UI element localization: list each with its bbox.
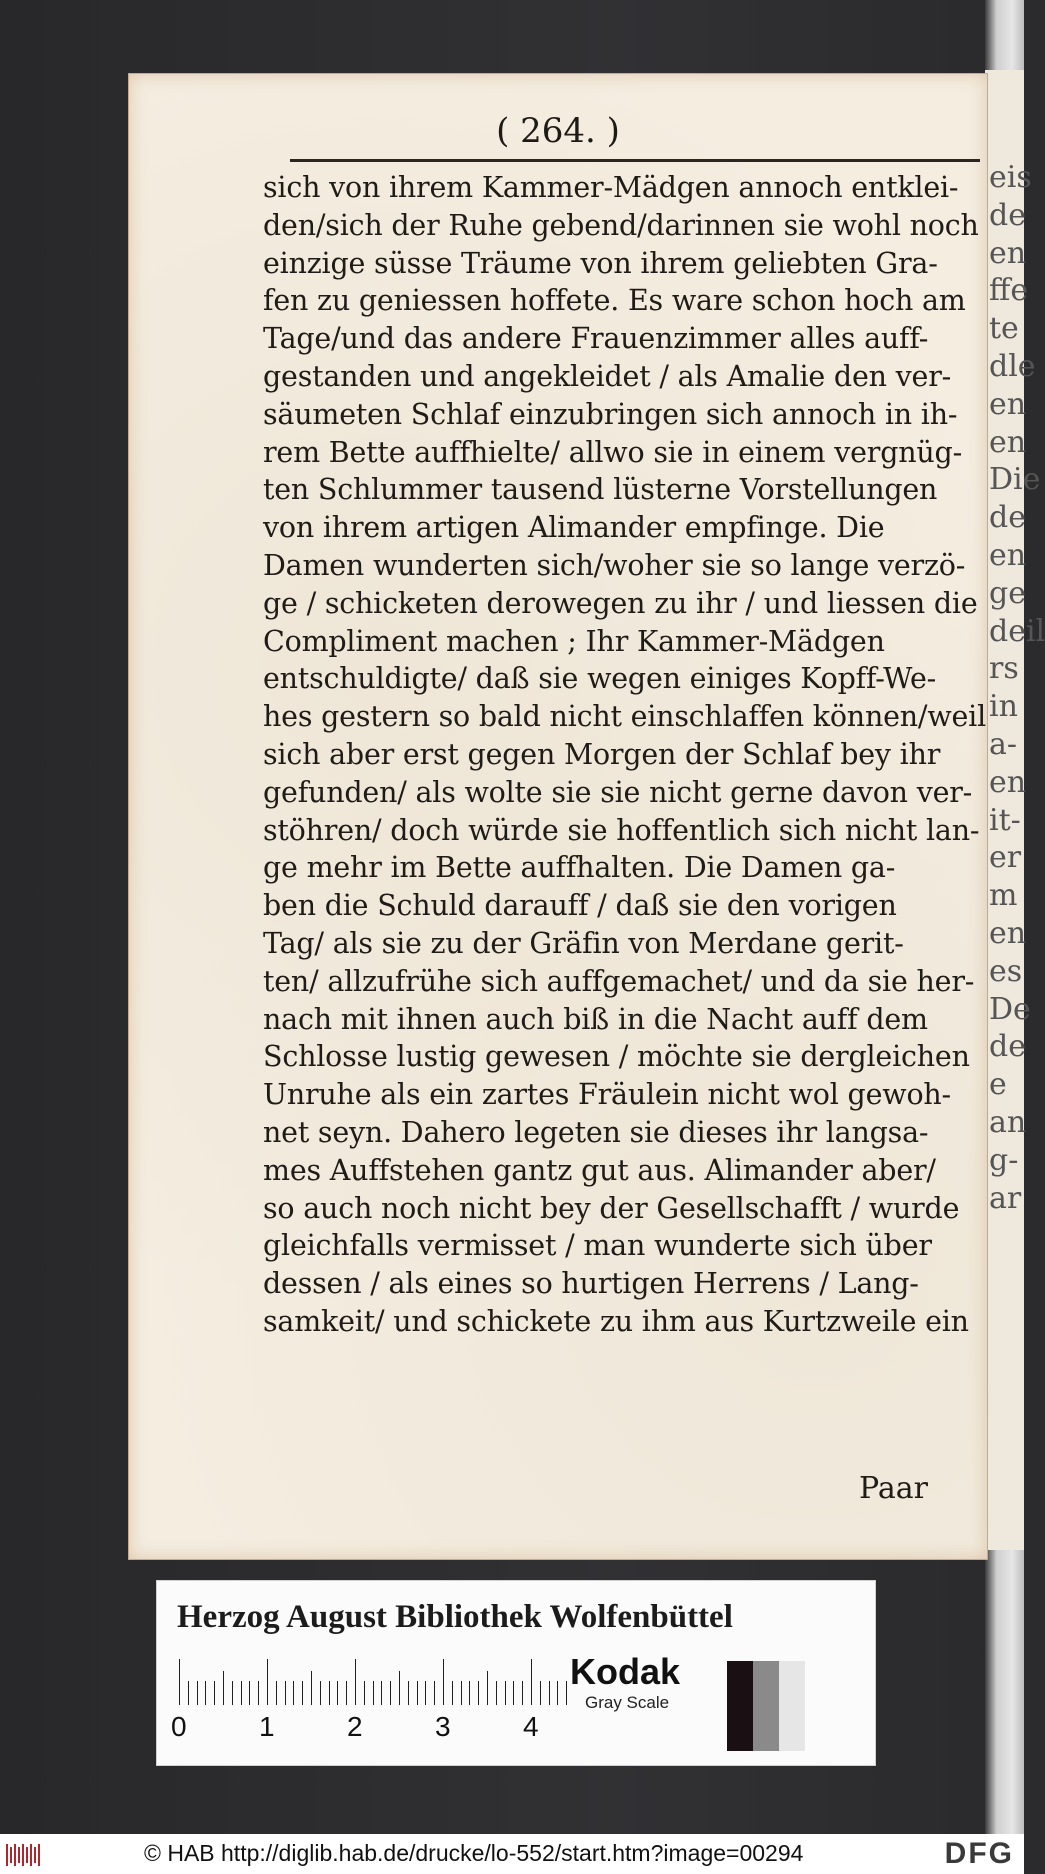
next-page-text-fragment: m [989,878,1018,914]
text-line: den/sich der Ruhe gebend/darinnen sie wohl noch [263,208,979,242]
ruler-tick [487,1671,488,1705]
ruler-tick [373,1681,374,1705]
color-calibration-card [156,1580,876,1766]
ruler-tick [205,1681,206,1705]
page-number: ( 264. ) [496,111,620,151]
text-line: rem Bette auffhielte/ allwo sie in einem vergnüg- [263,435,963,469]
ruler-tick [540,1681,541,1705]
ruler-number: 4 [523,1711,539,1742]
ruler-tick [223,1671,224,1705]
text-line: gleichfalls vermisset / man wunderte sich über [263,1229,932,1263]
next-page-text-fragment: dle [989,349,1036,384]
ruler-tick [267,1659,268,1705]
text-line: Tag/ als sie zu der Gräfin von Merdane gerit- [263,926,904,960]
text-line: so auch noch nicht bey der Gesellschafft / wurde [263,1191,960,1225]
text-line: sich aber erst gegen Morgen der Schlaf bey ihr [263,737,941,771]
ruler-tick [478,1681,479,1705]
next-page-text-fragment: rs [989,651,1019,687]
ruler-tick [417,1681,418,1705]
gray-swatch [727,1661,753,1751]
ruler-tick [337,1681,338,1705]
ruler-tick [390,1681,391,1705]
ruler-tick [364,1681,365,1705]
next-page-fragment [985,70,1045,1550]
next-page-text-fragment: te [989,311,1019,347]
ruler-tick [214,1681,215,1705]
text-line: dessen / als eines so hurtigen Herrens / Lang- [263,1267,919,1301]
ruler-tick [408,1681,409,1705]
next-page-text-fragment: e [989,1067,1007,1103]
ruler-tick [276,1681,277,1705]
ruler-tick [355,1659,356,1705]
text-line: gestanden und angekleidet / als Amalie den ver- [263,359,952,393]
text-line: hes gestern so bald nicht einschlaffen können/weil [263,700,987,734]
next-page-text-fragment: de [989,500,1026,536]
next-page-text-fragment: de [989,1029,1026,1065]
next-page-text-fragment: g- [989,1142,1019,1178]
ruler-tick [179,1659,180,1705]
ruler-tick [513,1681,514,1705]
ruler-number: 2 [347,1711,363,1742]
ruler-tick [566,1681,567,1705]
text-line: ten/ allzufrühe sich auffgemachet/ und da sie her- [263,964,975,998]
text-line: von ihrem artigen Alimander empfinge. Die [263,511,885,545]
text-line: nach mit ihnen auch biß in die Nacht auff dem [263,1002,928,1036]
text-line: ten Schlummer tausend lüsterne Vorstellungen [263,473,938,507]
ruler-tick [399,1671,400,1705]
next-page-text-fragment: en [989,916,1027,951]
ruler-tick [549,1681,550,1705]
ruler-number: 1 [259,1711,275,1742]
text-line: net seyn. Dahero legeten sie dieses ihr langsa- [263,1115,929,1149]
ruler-tick [329,1681,330,1705]
ruler-number: 0 [171,1711,187,1742]
next-page-text-fragment: er [989,840,1022,876]
ruler-tick [425,1681,426,1705]
text-line: Damen wunderten sich/woher sie so lange verzö- [263,548,966,582]
text-line: ge / schicketen derowegen zu ihr / und liessen die [263,586,978,620]
kodak-logo: Kodak [570,1651,681,1692]
ruler-tick [311,1671,312,1705]
next-page-text-fragment: de [989,197,1026,233]
gray-swatch [779,1661,805,1751]
next-page-text-fragment: en [989,424,1027,460]
hab-logo-icon [6,1844,46,1866]
next-page-text-fragment: a- [989,727,1018,762]
text-line: mes Auffstehen gantz gut aus. Alimander aber/ [263,1153,936,1187]
text-line: säumeten Schlaf einzubringen sich annoch in ih- [263,397,958,431]
dfg-logo: DFG [944,1837,1014,1870]
ruler-number: 3 [435,1711,451,1742]
next-page-text-fragment: De [989,991,1031,1027]
next-page-text-fragment: ar [989,1180,1022,1216]
text-line: sich von ihrem Kammer-Mädgen annoch entklei- [263,171,959,204]
next-page-text-fragment: es [989,953,1023,989]
next-page-text-fragment: deil [989,613,1045,649]
text-line: stöhren/ doch würde sie hoffentlich sich nicht lan- [263,813,980,847]
ruler-tick [452,1681,453,1705]
text-line: entschuldigte/ daß sie wegen einiges Kopff-We- [263,662,937,696]
next-page-text-fragment: in [989,689,1018,725]
gray-scale-label: Gray Scale [585,1693,670,1712]
copyright-url[interactable]: © HAB http://diglib.hab.de/drucke/lo-552/start.htm?image=00294 [144,1840,804,1866]
text-line: einzige süsse Träume von ihrem geliebten Gra- [263,246,938,280]
ruler-tick [285,1681,286,1705]
next-page-text-fragment: it- [989,802,1021,838]
text-line: gefunden/ als wolte sie sie nicht gerne davon ver- [263,775,973,809]
next-page-text-fragment: eis [989,160,1032,195]
ruler-tick [232,1681,233,1705]
ruler-tick [496,1681,497,1705]
next-page-text-fragment: ge [989,575,1026,611]
ruler-tick [469,1681,470,1705]
next-page-text-fragment: en [989,386,1027,422]
ruler-tick [381,1681,382,1705]
page-text [263,169,988,1341]
ruler-tick [249,1681,250,1705]
text-line: Schlosse lustig gewesen / möchte sie dergleichen [263,1040,970,1074]
ruler-tick [557,1681,558,1705]
next-page-text-fragment: ffe [989,273,1029,309]
ruler-tick [505,1681,506,1705]
text-line: Unruhe als ein zartes Fräulein nicht wol gewoh- [263,1078,951,1112]
ruler-tick [293,1681,294,1705]
text-line: fen zu geniessen hoffete. Es ware schon hoch am [263,284,966,318]
ruler-tick [443,1659,444,1705]
ruler-tick [461,1681,462,1705]
ruler-tick [197,1681,198,1705]
library-name: Herzog August Bibliothek Wolfenbüttel [177,1599,733,1635]
text-line: Tage/und das andere Frauenzimmer alles auff- [263,322,929,356]
ruler-tick [188,1681,189,1705]
ruler-tick [241,1681,242,1705]
footer-bar [0,1834,1024,1874]
ruler-tick [302,1681,303,1705]
text-line: Compliment machen ; Ihr Kammer-Mädgen [263,624,885,658]
ruler-tick [531,1659,532,1705]
next-page-text-fragment: Die [989,462,1041,498]
ruler-tick [434,1681,435,1705]
next-page-text-fragment: en [989,538,1027,573]
catchword: Paar [859,1471,928,1506]
next-page-text-fragment: en [989,235,1027,271]
next-page-text-fragment: an [989,1105,1027,1140]
ruler-tick [346,1681,347,1705]
book-page [128,73,988,1560]
ruler-tick [320,1681,321,1705]
text-line: ben die Schuld darauff / daß sie den vorigen [263,889,897,923]
ruler-tick [258,1681,259,1705]
text-line: ge mehr im Bette auffhalten. Die Damen ga- [263,851,896,885]
ruler-tick [522,1681,523,1705]
gray-swatch [753,1661,779,1751]
text-line: samkeit/ und schickete zu ihm aus Kurtzweile ein [263,1304,969,1338]
header-rule [290,159,980,162]
next-page-text-fragment: en [989,764,1027,800]
